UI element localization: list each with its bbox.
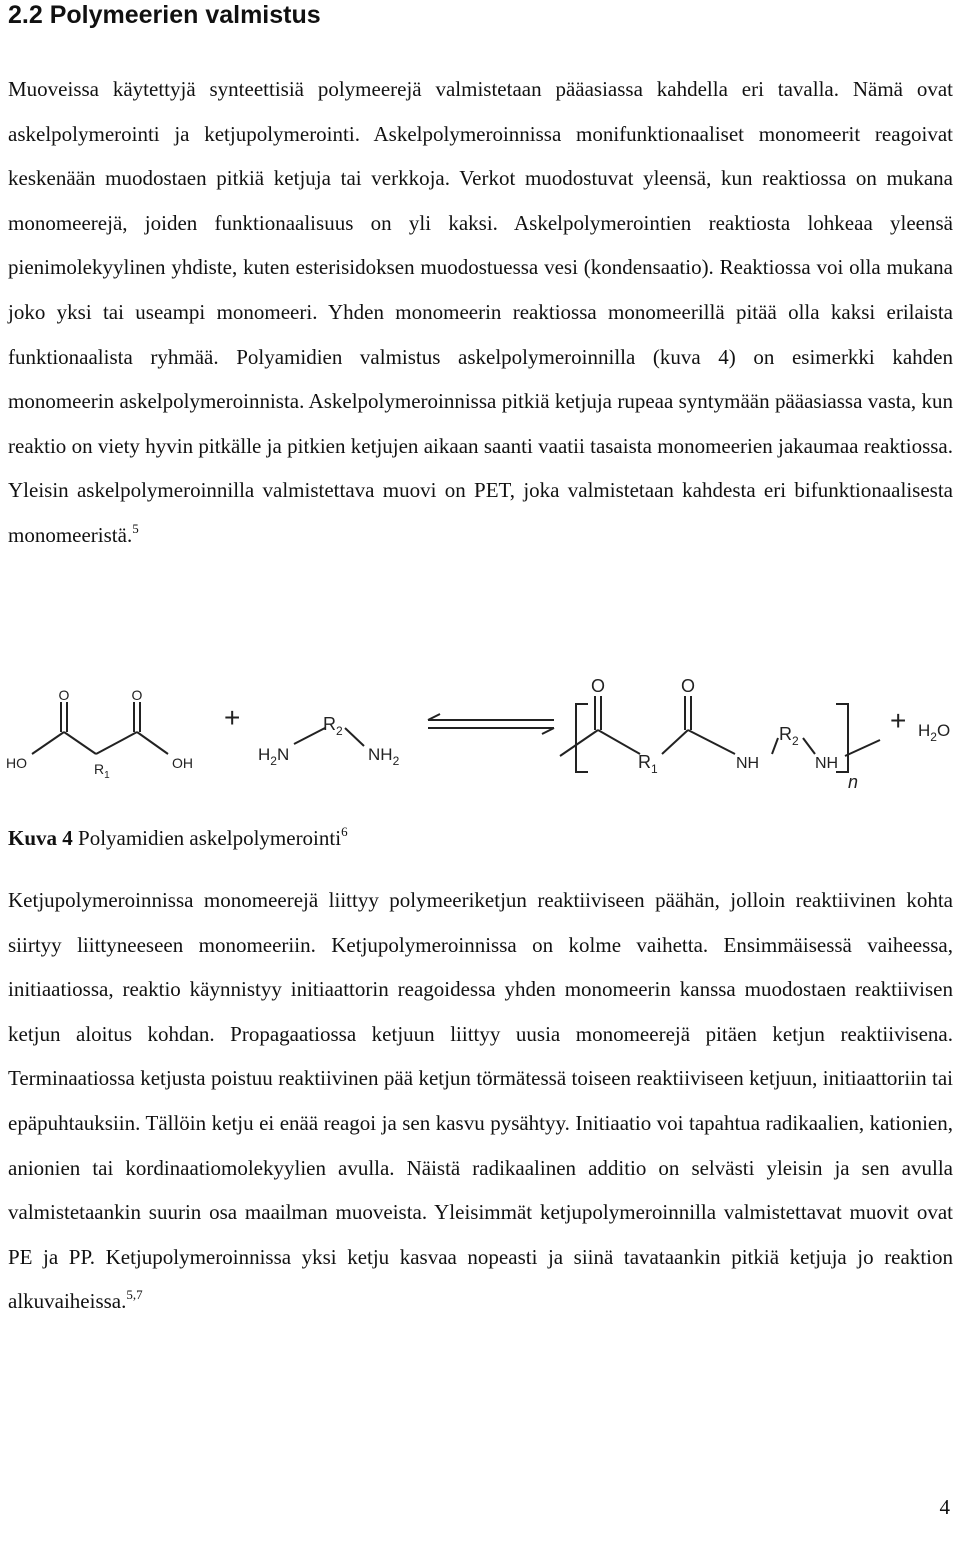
hydroxyl-label: HO xyxy=(6,755,27,771)
caption-text: Polyamidien askelpolymerointi xyxy=(72,826,342,850)
page-number: 4 xyxy=(939,1495,950,1519)
paragraph-text: Muoveissa käytettyjä synteettisiä polymeerejä valmistetaan pääasiassa kahdella eri tavalla. Nämä ovat askelpolymerointi ja ketjupolymerointi. Askelpolymeroinnissa monifunktionaaliset monomeerit reagoivat keskenään muodostaen pitkiä ketjuja tai verkkoja. Verkot muodostuvat yleensä, kun reaktiossa on mukana monomeerejä, joiden funktionaalisuus on yli kaksi. Askelpolymerointien reaktiosta lohkeaa yleensä pienimolekyylinen yhdiste, kuten esterisidoksen muodostuessa vesi (kondensaatio). Reaktiossa voi olla mukana joko yksi tai useampi monomeeri. Yhden monomeerin reaktiossa monomeerillä pitää olla kaksi erilaista funktionaalista ryhmää. Polyamidien valmistus askelpolymeroinnilla (kuva 4) on esimerkki kahden monomeerin askelpolymeroinnista. Askelpolymeroinnissa pitkiä ketjuja rupeaa syntymään pääasiassa vasta, kun reaktio on viety hyvin pitkälle ja pitkien ketjujen aikaan saanti vaatii tasaista monomeerien jakaumaa reaktiossa. Yleisin askelpolymeroinnilla valmistettava muovi on PET, joka valmistetaan kahdesta eri bifunktionaalisesta monomeeristä. xyxy=(8,77,953,547)
carbonyl-oxygen-label: O xyxy=(58,687,70,703)
reference-superscript: 5 xyxy=(132,520,139,536)
carbonyl-oxygen-label: O xyxy=(590,676,606,696)
amine-label: $H_2N$ xyxy=(258,745,290,768)
section-heading: 2.2 Polymeerien valmistus xyxy=(8,1,321,29)
carbonyl-oxygen-label: O xyxy=(680,676,696,696)
r2-label: $R_2$ xyxy=(323,714,343,738)
repeat-count-label: n xyxy=(848,772,859,792)
paragraph-chain-polymerization xyxy=(8,878,953,1324)
reference-superscript: 6 xyxy=(341,824,348,839)
amine-label: $NH_2$ xyxy=(368,745,400,768)
amide-nh-label: NH xyxy=(736,755,760,772)
paragraph-text: Ketjupolymeroinnissa monomeerejä liittyy polymeeriketjun reaktiiviseen päähän, jolloin reaktiivinen kohta siirtyy liittyneeseen monomeeriin. Ketjupolymeroinnissa on kolme vaihetta. Ensimmäisessä vaiheessa, initiaatiossa, reaktio käynnistyy initiaattorin reagoidessa yhden monomeerin kanssa muodostaen reaktiivisen ketjun aloitus kohdan. Propagaatiossa ketjuun liittyy uusia monomeerejä pitäen ketjun reaktiivisena. Terminaatiossa ketjusta poistuu reaktiivinen pää ketjun törmätessä toiseen reaktiiviseen ketjuun, initiaattoriin tai epäpuhtauksiin. Tällöin ketju ei enää reagoi ja sen kasvu pysähtyy. Initiaatio voi tapahtua radikaalien, kationien, anionien tai kordinaatiomolekyylien avulla. Näistä radikaalinen additio on selvästi yleisin ja sen avulla valmistetaankin suurin osa maailman muoveista. Yleisimmät ketjupolymeroinnilla valmistettavat muovit ovat PE ja PP. Ketjupolymeroinnissa yksi ketju kasvaa nopeasti ja siinä tavataankin pitkiä ketjuja jo reaktion alkuvaiheissa. xyxy=(8,888,953,1314)
water-label: $H_2O$ xyxy=(918,721,951,744)
plus-sign: + xyxy=(890,705,907,736)
r1-label: $R_1$ xyxy=(94,761,110,781)
figure-caption xyxy=(8,818,348,858)
plus-sign: + xyxy=(224,702,241,733)
reference-superscript: 5,7 xyxy=(126,1287,143,1303)
caption-label: Kuva 4 xyxy=(8,826,73,850)
r1-label: $R_1$ xyxy=(638,752,658,776)
r2-label: $R_2$ xyxy=(779,724,799,748)
polyamide-reaction-scheme xyxy=(0,668,960,798)
carbonyl-oxygen-label: O xyxy=(131,687,143,703)
amide-nh-label: NH xyxy=(815,755,839,772)
hydroxyl-label: OH xyxy=(172,755,193,771)
paragraph-step-polymerization xyxy=(8,67,953,558)
